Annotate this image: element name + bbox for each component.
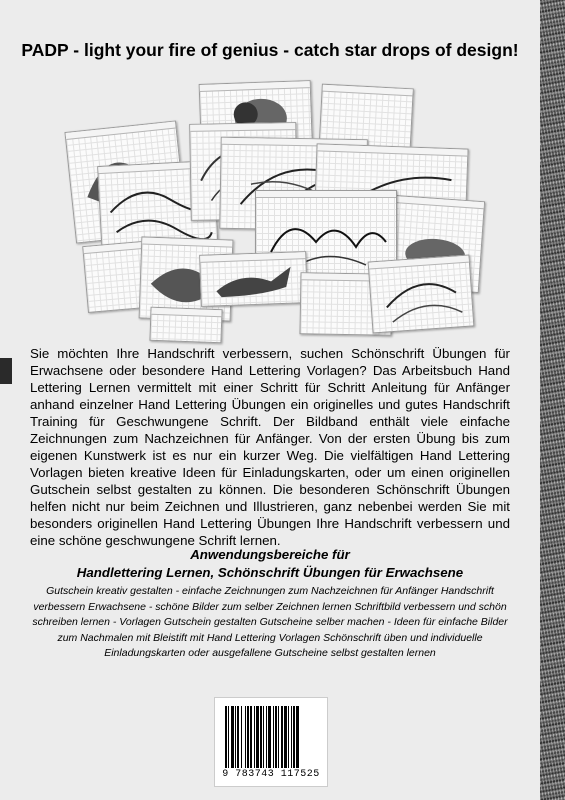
isbn-number: 9 783743 117525 — [222, 769, 320, 780]
sample-pages-collage — [70, 78, 480, 340]
applications-title — [0, 546, 540, 582]
applications-title-line2: Handlettering Lernen, Schönschrift Übungen für Erwachsene — [76, 565, 464, 580]
barcode-icon — [223, 706, 319, 768]
barcode — [214, 697, 328, 787]
applications-text: Gutschein kreativ gestalten - einfache Zeichnungen zum Nachzeichnen für Anfänger Handschrift verbessern Erwachsene - schöne Bilder zum selber Zeichnen lernen Schriftbild verbessern und schön schreiben lernen - Vorlagen Gutschein gestalten Gutscheine selber machen - Ideen für einfache Bilder zum Nachmalen mit Bleistift mit Hand Lettering Vorlagen Schönschrift üben und individuelle Einladungskarten oder ausgefallene Gutscheine selbst gestalten lernen — [32, 585, 508, 660]
edge-tab — [0, 358, 12, 384]
description-text: Sie möchten Ihre Handschrift verbessern, suchen Schönschrift Übungen für Erwachsene oder besondere Hand Lettering Vorlagen? Das Arbeitsbuch Hand Lettering Lernen vermittelt mit einer Schritt für Schritt Anleitung für Anfänger anhand einzelner Hand Lettering Übungen ein originelles und gutes Handschrift Training für Geschwungene Schrift. Der Bildband enthält viele einfache Zeichnungen zum Nachzeichnen für Anfänger. Von der ersten Übung bis zum eigenen Kunstwerk ist es nur ein kurzer Weg. Die vielfältigen Hand Lettering Vorlagen bieten kreative Ideen für Einladungskarten, oder um einen originellen Gutschein selbst gestalten zu können. Die besonderen Schönschrift Übungen helfen nicht nur beim Zeichnen und Illustrieren, ganz nebenbei werden Sie mit besonders originellen Hand Lettering Übungen Ihre Handschrift verbessern und eine schöne geschwungene Schrift lernen. — [30, 346, 510, 548]
applications-title-line1: Anwendungsbereiche für — [190, 547, 350, 562]
swan-drawing-icon — [369, 262, 473, 333]
sample-page-h — [149, 307, 222, 343]
book-spine — [540, 0, 565, 800]
sample-page-deer — [199, 251, 308, 307]
sample-page-g — [368, 255, 475, 334]
headline: PADP - light your fire of genius - catch star drops of design! — [21, 40, 519, 60]
deer-drawing-icon — [200, 258, 306, 306]
